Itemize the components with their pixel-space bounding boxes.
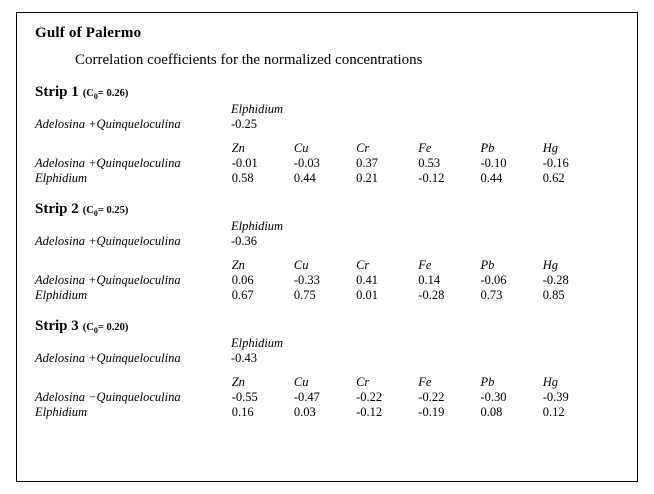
metal-header-pb-3: Pb — [480, 375, 495, 390]
metal-cell-1-2-hg: 0.62 — [542, 171, 565, 186]
metal-header-zn-1: Zn — [231, 141, 245, 156]
metal-cell-3-1-zn: -0.55 — [231, 390, 258, 405]
metal-header-cr-1: Cr — [356, 141, 370, 156]
table-row — [35, 336, 283, 351]
pair-row-label-3: Adelosina +Quinqueloculina — [35, 351, 181, 366]
pair-row-label-2: Adelosina +Quinqueloculina — [35, 234, 181, 249]
metal-header-hg-2: Hg — [542, 258, 558, 273]
strip-heading-3 — [35, 317, 623, 335]
metal-header-fe-1: Fe — [418, 141, 432, 156]
pair-table-2 — [35, 219, 283, 249]
metal-cell-3-2-pb: 0.08 — [480, 405, 503, 420]
document-frame — [16, 12, 638, 482]
metal-header-cr-2: Cr — [356, 258, 370, 273]
strip-c0-prefix-1: (C — [82, 88, 94, 99]
table-row — [35, 219, 283, 234]
metal-cell-2-2-hg: 0.85 — [542, 288, 565, 303]
metal-row-label-2-2: Elphidium — [35, 288, 88, 303]
pair-table-3 — [35, 336, 283, 366]
pair-spacer-1 — [35, 102, 231, 117]
metal-cell-1-2-cr: 0.21 — [356, 171, 378, 186]
strip-name-3: Strip 3 — [35, 318, 79, 335]
strip-heading-1 — [35, 83, 623, 101]
strip-c0-value-1: = 0.26) — [97, 88, 129, 99]
metal-cell-1-2-pb: 0.44 — [480, 171, 503, 186]
page-title: Gulf of Palermo — [35, 25, 142, 41]
metal-cell-2-1-hg: -0.28 — [542, 273, 569, 288]
metal-cell-3-1-pb: -0.30 — [480, 390, 507, 405]
metal-header-spacer-3 — [35, 375, 232, 390]
table-row — [35, 405, 605, 420]
strip-block-3 — [31, 317, 623, 420]
pair-row-value-1: -0.25 — [231, 117, 258, 132]
metal-header-zn-2: Zn — [231, 258, 245, 273]
strip-block-2 — [31, 200, 623, 303]
metal-header-cu-3: Cu — [293, 375, 309, 390]
table-row — [35, 351, 283, 366]
strip-c0-value-3: = 0.20) — [97, 322, 129, 334]
metal-cell-3-2-zn: 0.16 — [231, 405, 254, 420]
metal-cell-2-2-fe: -0.28 — [418, 288, 445, 303]
metal-table-1 — [35, 141, 605, 186]
metal-cell-2-2-cr: 0.01 — [356, 288, 378, 303]
metal-row-label-1-2: Elphidium — [35, 171, 88, 186]
table-header-row — [35, 375, 605, 390]
metal-cell-2-1-cr: 0.41 — [356, 273, 378, 288]
metal-cell-1-1-zn: -0.01 — [231, 156, 258, 171]
page-subtitle: Correlation coefficients for the normalized concentrations — [75, 52, 423, 68]
strip-c0-1 — [82, 88, 129, 102]
metal-header-hg-3: Hg — [542, 375, 558, 390]
metal-header-zn-3: Zn — [231, 375, 245, 390]
pair-row-label-1: Adelosina +Quinqueloculina — [35, 117, 181, 132]
metal-cell-1-1-cu: -0.03 — [293, 156, 320, 171]
metal-cell-1-1-hg: -0.16 — [542, 156, 569, 171]
metal-header-fe-2: Fe — [418, 258, 432, 273]
strip-c0-subscript-2: 0 — [93, 209, 98, 219]
metal-cell-1-2-zn: 0.58 — [231, 171, 254, 186]
metal-header-cu-2: Cu — [293, 258, 309, 273]
table-row — [35, 156, 605, 171]
table-row — [35, 234, 283, 249]
metal-header-cr-3: Cr — [356, 375, 370, 390]
metal-cell-3-1-hg: -0.39 — [542, 390, 569, 405]
metal-header-spacer-1 — [35, 141, 232, 156]
metal-cell-2-1-cu: -0.33 — [293, 273, 320, 288]
strip-c0-2 — [82, 205, 129, 219]
metal-cell-1-1-cr: 0.37 — [356, 156, 378, 171]
metal-cell-3-1-fe: -0.22 — [418, 390, 445, 405]
metal-cell-3-2-cr: -0.12 — [356, 405, 383, 420]
metal-header-hg-1: Hg — [542, 141, 558, 156]
pair-row-value-2: -0.36 — [231, 234, 258, 249]
metal-cell-1-1-fe: 0.53 — [418, 156, 441, 171]
metal-row-label-2-1: Adelosina +Quinqueloculina — [35, 273, 181, 288]
table-row — [35, 102, 283, 117]
table-row — [35, 390, 605, 405]
strip-heading-2 — [35, 200, 623, 218]
metal-header-spacer-2 — [35, 258, 232, 273]
pair-spacer-2 — [35, 219, 231, 234]
strip-c0-value-2: = 0.25) — [97, 205, 129, 217]
strip-name-1: Strip 1 — [35, 84, 79, 100]
metal-table-2 — [35, 258, 605, 303]
table-row — [35, 171, 605, 186]
strip-c0-3 — [82, 322, 129, 336]
table-header-row — [35, 258, 605, 273]
metal-cell-1-1-pb: -0.10 — [480, 156, 507, 171]
metal-row-label-3-1: Adelosina −Quinqueloculina — [35, 390, 181, 405]
metal-cell-3-2-hg: 0.12 — [542, 405, 565, 420]
metal-cell-2-2-pb: 0.73 — [480, 288, 503, 303]
metal-cell-3-1-cu: -0.47 — [293, 390, 320, 405]
metal-cell-3-2-cu: 0.03 — [293, 405, 316, 420]
metal-cell-2-2-zn: 0.67 — [231, 288, 254, 303]
metal-header-cu-1: Cu — [293, 141, 309, 156]
metal-header-pb-1: Pb — [480, 141, 495, 156]
metal-cell-2-1-zn: 0.06 — [231, 273, 254, 288]
strip-c0-subscript-1: 0 — [93, 92, 98, 102]
metal-table-3 — [35, 375, 605, 420]
table-row — [35, 288, 605, 303]
metal-cell-2-1-pb: -0.06 — [480, 273, 507, 288]
metal-header-pb-2: Pb — [480, 258, 495, 273]
pair-table-1 — [35, 102, 283, 132]
strip-c0-prefix-3: (C — [82, 322, 94, 334]
pair-header-1: Elphidium — [231, 102, 284, 117]
table-header-row — [35, 141, 605, 156]
metal-cell-2-1-fe: 0.14 — [418, 273, 441, 288]
table-row — [35, 273, 605, 288]
strip-c0-subscript-3: 0 — [93, 326, 98, 336]
metal-row-label-3-2: Elphidium — [35, 405, 88, 420]
table-row — [35, 117, 283, 132]
pair-spacer-3 — [35, 336, 231, 351]
metal-row-label-1-1: Adelosina +Quinqueloculina — [35, 156, 181, 171]
metal-cell-2-2-cu: 0.75 — [293, 288, 316, 303]
pair-row-value-3: -0.43 — [231, 351, 258, 366]
metal-header-fe-3: Fe — [418, 375, 432, 390]
metal-cell-1-2-cu: 0.44 — [293, 171, 316, 186]
metal-cell-3-1-cr: -0.22 — [356, 390, 383, 405]
pair-header-3: Elphidium — [231, 336, 284, 351]
strip-name-2: Strip 2 — [35, 201, 79, 218]
metal-cell-3-2-fe: -0.19 — [418, 405, 445, 420]
strip-c0-prefix-2: (C — [82, 205, 94, 217]
metal-cell-1-2-fe: -0.12 — [418, 171, 445, 186]
strip-block-1 — [31, 83, 623, 186]
pair-header-2: Elphidium — [231, 219, 284, 234]
